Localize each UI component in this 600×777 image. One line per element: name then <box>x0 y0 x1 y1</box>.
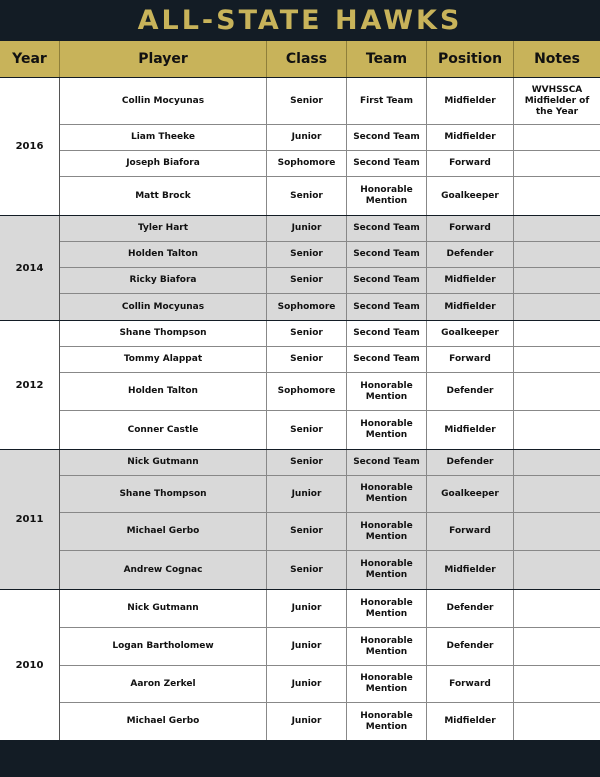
notes-cell <box>514 268 600 293</box>
class-cell: Senior <box>267 411 347 449</box>
class-cell: Senior <box>267 347 347 372</box>
class-cell: Senior <box>267 78 347 124</box>
position-cell: Forward <box>427 513 514 550</box>
roster-table <box>0 78 600 740</box>
class-cell: Junior <box>267 216 347 241</box>
notes-cell <box>514 666 600 702</box>
team-cell: Honorable Mention <box>347 703 427 740</box>
table-row <box>60 373 600 411</box>
year-cell: 2012 <box>0 321 60 449</box>
position-cell: Midfielder <box>427 268 514 293</box>
player-cell: Shane Thompson <box>60 321 267 346</box>
player-cell: Matt Brock <box>60 177 267 215</box>
position-cell: Defender <box>427 590 514 627</box>
player-cell: Shane Thompson <box>60 476 267 512</box>
player-cell: Andrew Cognac <box>60 551 267 589</box>
team-cell: Honorable Mention <box>347 551 427 589</box>
player-cell: Tyler Hart <box>60 216 267 241</box>
player-cell: Collin Mocyunas <box>60 294 267 320</box>
player-cell: Holden Talton <box>60 373 267 410</box>
footer-bar <box>0 740 600 777</box>
class-cell: Senior <box>267 551 347 589</box>
year-cell: 2016 <box>0 78 60 215</box>
player-cell: Joseph Biafora <box>60 151 267 176</box>
player-cell: Michael Gerbo <box>60 513 267 550</box>
team-cell: Honorable Mention <box>347 476 427 512</box>
class-cell: Sophomore <box>267 151 347 176</box>
team-cell: Second Team <box>347 321 427 346</box>
position-cell: Goalkeeper <box>427 177 514 215</box>
position-cell: Forward <box>427 216 514 241</box>
header-year: Year <box>0 41 60 77</box>
position-cell: Defender <box>427 242 514 267</box>
notes-cell <box>514 703 600 740</box>
class-cell: Junior <box>267 703 347 740</box>
table-row <box>60 294 600 320</box>
team-cell: Second Team <box>347 347 427 372</box>
position-cell: Midfielder <box>427 411 514 449</box>
notes-cell <box>514 476 600 512</box>
player-cell: Aaron Zerkel <box>60 666 267 702</box>
notes-cell <box>514 294 600 320</box>
year-group-2011 <box>0 450 600 590</box>
table-row <box>60 628 600 666</box>
notes-cell: WVHSSCA Midfielder of the Year <box>524 84 590 117</box>
class-cell: Senior <box>267 242 347 267</box>
notes-cell <box>514 177 600 215</box>
team-cell: Honorable Mention <box>347 590 427 627</box>
table-row <box>60 321 600 347</box>
table-row <box>60 125 600 151</box>
notes-cell <box>514 321 600 346</box>
team-cell: Honorable Mention <box>347 666 427 702</box>
player-cell: Liam Theeke <box>60 125 267 150</box>
team-cell: Second Team <box>347 294 427 320</box>
table-header <box>0 41 600 77</box>
table-row <box>60 411 600 449</box>
year-group-2016 <box>0 78 600 216</box>
notes-cell <box>514 411 600 449</box>
player-cell: Logan Bartholomew <box>60 628 267 665</box>
team-cell: Second Team <box>347 242 427 267</box>
notes-cell <box>514 551 600 589</box>
team-cell: Second Team <box>347 151 427 176</box>
class-cell: Senior <box>267 513 347 550</box>
player-cell: Ricky Biafora <box>60 268 267 293</box>
class-cell: Sophomore <box>267 373 347 410</box>
player-cell: Nick Gutmann <box>60 450 267 475</box>
position-cell: Midfielder <box>427 703 514 740</box>
position-cell: Midfielder <box>427 125 514 150</box>
header-class: Class <box>267 41 347 77</box>
position-cell: Goalkeeper <box>427 476 514 512</box>
notes-cell <box>514 216 600 241</box>
position-cell: Defender <box>427 628 514 665</box>
class-cell: Senior <box>267 321 347 346</box>
position-cell: Defender <box>427 450 514 475</box>
year-cell: 2014 <box>0 216 60 320</box>
notes-cell <box>514 373 600 410</box>
class-cell: Junior <box>267 628 347 665</box>
position-cell: Forward <box>427 666 514 702</box>
team-cell: First Team <box>347 78 427 124</box>
header-team: Team <box>347 41 427 77</box>
table-row <box>60 242 600 268</box>
notes-cell <box>514 628 600 665</box>
table-row <box>60 151 600 177</box>
year-group-2012 <box>0 321 600 450</box>
position-cell: Midfielder <box>427 294 514 320</box>
notes-cell <box>514 151 600 176</box>
table-row <box>60 347 600 373</box>
table-row <box>60 177 600 215</box>
table-row <box>60 551 600 589</box>
header-position: Position <box>427 41 514 77</box>
position-cell: Midfielder <box>427 78 514 124</box>
table-row <box>60 666 600 703</box>
year-cell: 2011 <box>0 450 60 589</box>
notes-cell <box>514 347 600 372</box>
team-cell: Second Team <box>347 216 427 241</box>
player-cell: Conner Castle <box>60 411 267 449</box>
year-group-2010 <box>0 590 600 740</box>
header-notes: Notes <box>534 51 580 67</box>
class-cell: Senior <box>267 268 347 293</box>
class-cell: Junior <box>267 476 347 512</box>
position-cell: Forward <box>427 347 514 372</box>
position-cell: Defender <box>427 373 514 410</box>
player-cell: Collin Mocyunas <box>60 78 267 124</box>
team-cell: Honorable Mention <box>347 628 427 665</box>
team-cell: Honorable Mention <box>347 177 427 215</box>
page-title: ALL-STATE HAWKS <box>137 5 463 36</box>
team-cell: Honorable Mention <box>347 513 427 550</box>
notes-cell <box>514 590 600 627</box>
position-cell: Midfielder <box>427 551 514 589</box>
class-cell: Junior <box>267 590 347 627</box>
header-player: Player <box>60 41 267 77</box>
team-cell: Honorable Mention <box>347 411 427 449</box>
notes-cell <box>514 513 600 550</box>
table-row <box>60 450 600 476</box>
year-cell: 2010 <box>0 590 60 740</box>
table-row <box>60 216 600 242</box>
table-row <box>60 513 600 551</box>
position-cell: Goalkeeper <box>427 321 514 346</box>
team-cell: Honorable Mention <box>347 373 427 410</box>
notes-cell <box>514 242 600 267</box>
class-cell: Junior <box>267 666 347 702</box>
table-row <box>60 78 600 125</box>
class-cell: Sophomore <box>267 294 347 320</box>
notes-cell <box>514 125 600 150</box>
table-row <box>60 590 600 628</box>
table-row <box>60 703 600 740</box>
player-cell: Tommy Alappat <box>60 347 267 372</box>
notes-cell <box>514 450 600 475</box>
team-cell: Second Team <box>347 125 427 150</box>
position-cell: Forward <box>427 151 514 176</box>
table-row <box>60 476 600 513</box>
class-cell: Junior <box>267 125 347 150</box>
class-cell: Senior <box>267 177 347 215</box>
player-cell: Michael Gerbo <box>60 703 267 740</box>
year-group-2014 <box>0 216 600 321</box>
team-cell: Second Team <box>347 450 427 475</box>
class-cell: Senior <box>267 450 347 475</box>
player-cell: Holden Talton <box>60 242 267 267</box>
player-cell: Nick Gutmann <box>60 590 267 627</box>
team-cell: Second Team <box>347 268 427 293</box>
table-row <box>60 268 600 294</box>
